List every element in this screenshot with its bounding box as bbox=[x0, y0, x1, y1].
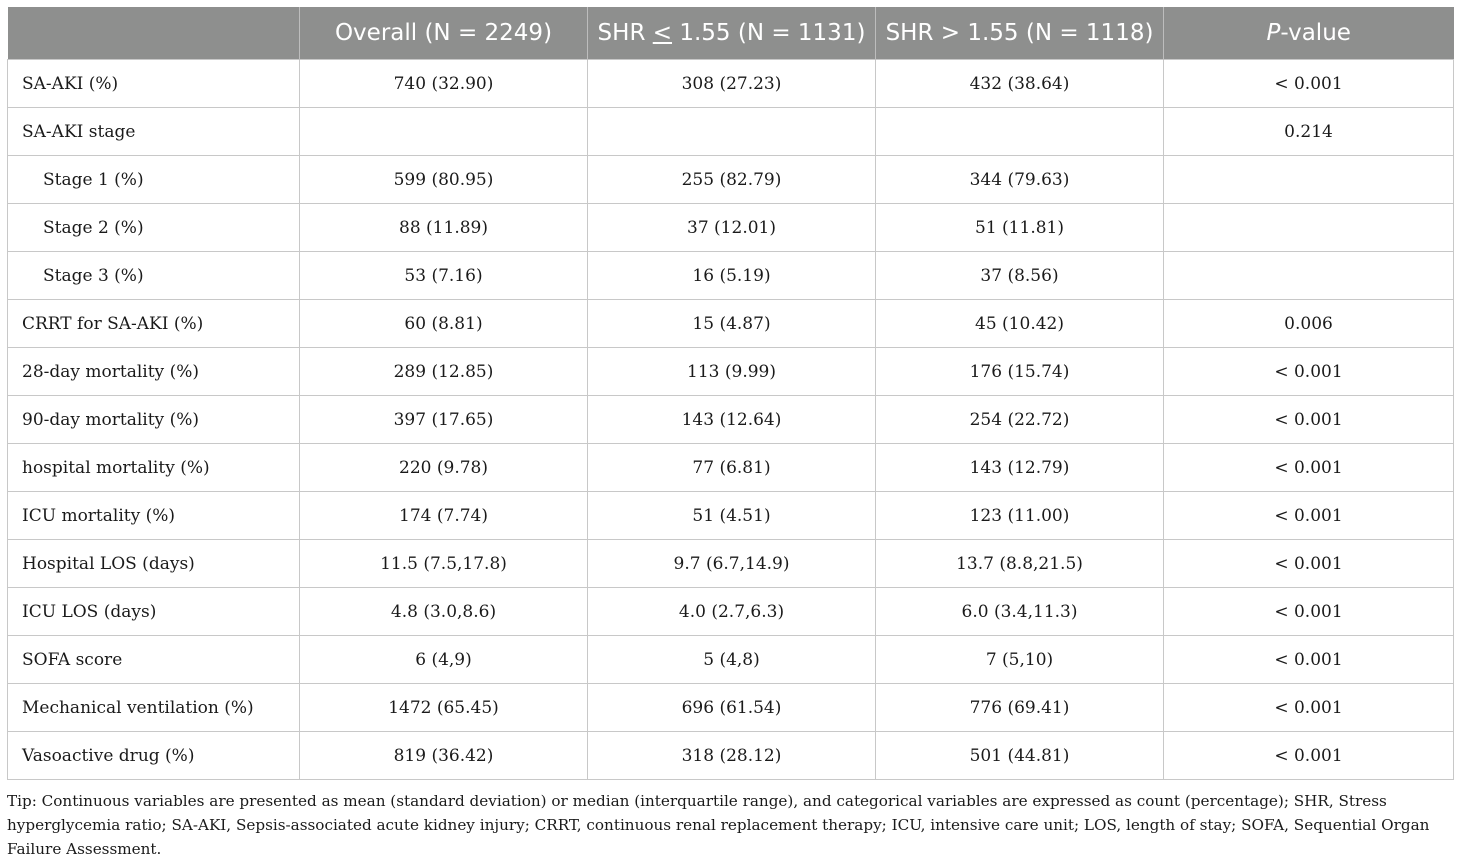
row-label: SOFA score bbox=[8, 636, 300, 684]
cell-shr-low: 15 (4.87) bbox=[588, 300, 876, 348]
header-shr-low-suffix: 1.55 (N = 1131) bbox=[672, 20, 866, 46]
cell-shr-low: 143 (12.64) bbox=[588, 396, 876, 444]
table-row bbox=[8, 252, 1454, 300]
cell-shr-high: 432 (38.64) bbox=[876, 60, 1164, 108]
cell-overall: 819 (36.42) bbox=[300, 732, 588, 780]
cell-shr-high: 6.0 (3.4,11.3) bbox=[876, 588, 1164, 636]
table-row bbox=[8, 60, 1454, 108]
cell-p-value: < 0.001 bbox=[1164, 396, 1454, 444]
cell-shr-high: 176 (15.74) bbox=[876, 348, 1164, 396]
cell-overall: 4.8 (3.0,8.6) bbox=[300, 588, 588, 636]
cell-shr-low: 5 (4,8) bbox=[588, 636, 876, 684]
cell-overall: 1472 (65.45) bbox=[300, 684, 588, 732]
cell-shr-low: 4.0 (2.7,6.3) bbox=[588, 588, 876, 636]
cell-shr-high: 344 (79.63) bbox=[876, 156, 1164, 204]
header-row bbox=[8, 7, 1454, 60]
header-shr-low-le: < bbox=[652, 20, 673, 46]
cell-p-value: < 0.001 bbox=[1164, 348, 1454, 396]
cell-p-value: < 0.001 bbox=[1164, 444, 1454, 492]
cell-overall: 599 (80.95) bbox=[300, 156, 588, 204]
table-row bbox=[8, 396, 1454, 444]
row-label: hospital mortality (%) bbox=[8, 444, 300, 492]
cell-p-value: < 0.001 bbox=[1164, 732, 1454, 780]
table-row bbox=[8, 636, 1454, 684]
cell-overall: 220 (9.78) bbox=[300, 444, 588, 492]
header-shr-low-prefix: SHR bbox=[597, 20, 653, 46]
header-overall: Overall (N = 2249) bbox=[300, 7, 588, 60]
cell-overall: 11.5 (7.5,17.8) bbox=[300, 540, 588, 588]
header-p-value bbox=[1164, 7, 1454, 60]
cell-shr-high: 51 (11.81) bbox=[876, 204, 1164, 252]
cell-shr-low: 308 (27.23) bbox=[588, 60, 876, 108]
row-label: 90-day mortality (%) bbox=[8, 396, 300, 444]
cell-p-value: < 0.001 bbox=[1164, 492, 1454, 540]
row-label: ICU mortality (%) bbox=[8, 492, 300, 540]
cell-shr-high: 254 (22.72) bbox=[876, 396, 1164, 444]
cell-shr-low: 51 (4.51) bbox=[588, 492, 876, 540]
row-label: SA-AKI stage bbox=[8, 108, 300, 156]
cell-shr-low: 37 (12.01) bbox=[588, 204, 876, 252]
cell-overall: 60 (8.81) bbox=[300, 300, 588, 348]
table-row bbox=[8, 588, 1454, 636]
cell-shr-low: 16 (5.19) bbox=[588, 252, 876, 300]
table-header bbox=[8, 7, 1454, 60]
header-p-italic: P bbox=[1266, 20, 1281, 46]
table-row bbox=[8, 108, 1454, 156]
cell-overall: 740 (32.90) bbox=[300, 60, 588, 108]
cell-overall: 88 (11.89) bbox=[300, 204, 588, 252]
table-row bbox=[8, 348, 1454, 396]
cell-p-value: 0.214 bbox=[1164, 108, 1454, 156]
cell-overall: 397 (17.65) bbox=[300, 396, 588, 444]
cell-shr-low: 9.7 (6.7,14.9) bbox=[588, 540, 876, 588]
cell-shr-high: 143 (12.79) bbox=[876, 444, 1164, 492]
cell-shr-high: 7 (5,10) bbox=[876, 636, 1164, 684]
cell-overall: 53 (7.16) bbox=[300, 252, 588, 300]
row-label: Stage 3 (%) bbox=[8, 252, 300, 300]
table-body bbox=[8, 60, 1454, 780]
cell-p-value: < 0.001 bbox=[1164, 636, 1454, 684]
row-label: Hospital LOS (days) bbox=[8, 540, 300, 588]
table-row bbox=[8, 684, 1454, 732]
cell-shr-high bbox=[876, 108, 1164, 156]
cell-p-value: 0.006 bbox=[1164, 300, 1454, 348]
cell-overall: 174 (7.74) bbox=[300, 492, 588, 540]
cell-shr-high: 501 (44.81) bbox=[876, 732, 1164, 780]
row-label: SA-AKI (%) bbox=[8, 60, 300, 108]
table-row bbox=[8, 540, 1454, 588]
header-variable bbox=[8, 7, 300, 60]
cell-shr-high: 123 (11.00) bbox=[876, 492, 1164, 540]
cell-shr-high: 776 (69.41) bbox=[876, 684, 1164, 732]
cell-p-value: < 0.001 bbox=[1164, 60, 1454, 108]
table-row bbox=[8, 204, 1454, 252]
cell-shr-low: 113 (9.99) bbox=[588, 348, 876, 396]
cell-p-value: < 0.001 bbox=[1164, 684, 1454, 732]
table-row bbox=[8, 300, 1454, 348]
row-label: Stage 2 (%) bbox=[8, 204, 300, 252]
cell-p-value bbox=[1164, 156, 1454, 204]
table-row bbox=[8, 156, 1454, 204]
table-row bbox=[8, 732, 1454, 780]
cell-overall: 289 (12.85) bbox=[300, 348, 588, 396]
cell-shr-low: 77 (6.81) bbox=[588, 444, 876, 492]
cell-shr-high: 45 (10.42) bbox=[876, 300, 1164, 348]
table-row bbox=[8, 492, 1454, 540]
cell-overall: 6 (4,9) bbox=[300, 636, 588, 684]
cell-shr-high: 13.7 (8.8,21.5) bbox=[876, 540, 1164, 588]
row-label: Vasoactive drug (%) bbox=[8, 732, 300, 780]
table-container bbox=[7, 7, 1453, 780]
table-footnote: Tip: Continuous variables are presented as mean (standard deviation) or median (interquartile range), and categorical variables are expressed as count (percentage); SHR, Stress hyperglycemia ratio; SA-AKI, Sepsis-associated acute kidney injury; CRRT, continuous renal replacement therapy; ICU, intensive care unit; LOS, length of stay; SOFA, Sequential Organ Failure Assessment. bbox=[7, 792, 1430, 858]
results-table bbox=[7, 7, 1454, 780]
cell-shr-low: 255 (82.79) bbox=[588, 156, 876, 204]
cell-shr-low bbox=[588, 108, 876, 156]
header-p-suffix: -value bbox=[1280, 20, 1351, 46]
cell-p-value bbox=[1164, 252, 1454, 300]
row-label: Mechanical ventilation (%) bbox=[8, 684, 300, 732]
cell-p-value: < 0.001 bbox=[1164, 540, 1454, 588]
row-label: ICU LOS (days) bbox=[8, 588, 300, 636]
header-shr-high: SHR > 1.55 (N = 1118) bbox=[876, 7, 1164, 60]
cell-shr-high: 37 (8.56) bbox=[876, 252, 1164, 300]
cell-p-value bbox=[1164, 204, 1454, 252]
cell-p-value: < 0.001 bbox=[1164, 588, 1454, 636]
header-shr-low bbox=[588, 7, 876, 60]
cell-overall bbox=[300, 108, 588, 156]
row-label: CRRT for SA-AKI (%) bbox=[8, 300, 300, 348]
row-label: Stage 1 (%) bbox=[8, 156, 300, 204]
row-label: 28-day mortality (%) bbox=[8, 348, 300, 396]
cell-shr-low: 696 (61.54) bbox=[588, 684, 876, 732]
table-row bbox=[8, 444, 1454, 492]
cell-shr-low: 318 (28.12) bbox=[588, 732, 876, 780]
